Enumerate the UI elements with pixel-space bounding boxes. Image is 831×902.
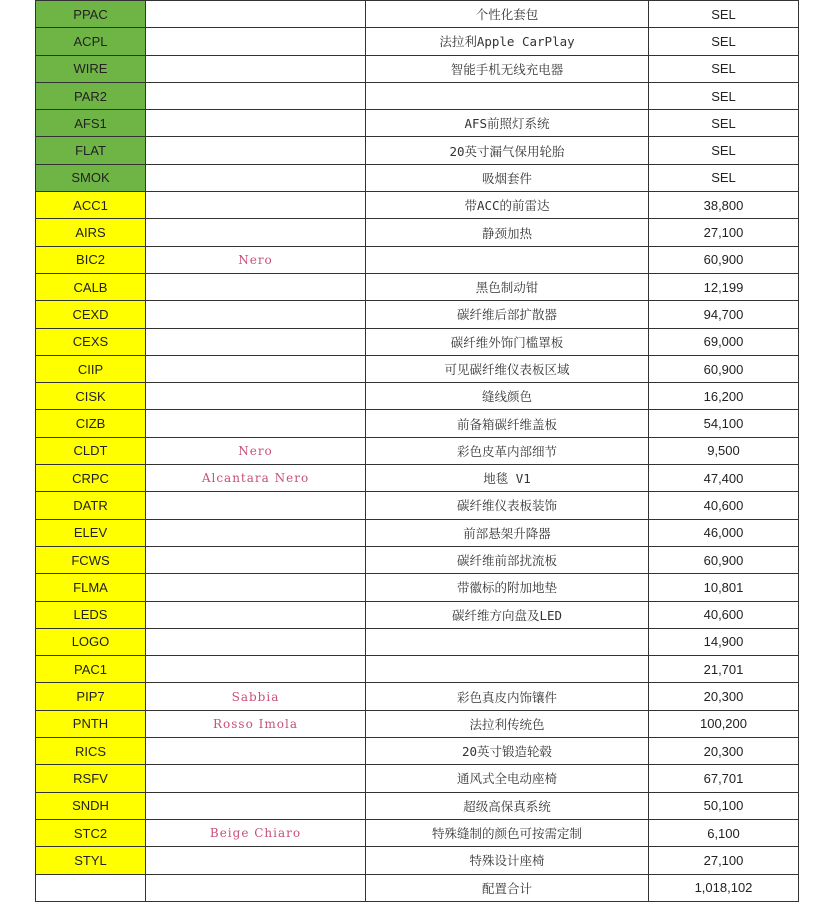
option-code: CALB <box>36 273 146 300</box>
option-price: 27,100 <box>649 219 799 246</box>
table-row <box>36 219 799 246</box>
option-code: FLAT <box>36 137 146 164</box>
option-code: STYL <box>36 847 146 874</box>
option-code: ACC1 <box>36 192 146 219</box>
table-row <box>36 492 799 519</box>
option-price: 6,100 <box>649 819 799 846</box>
table-row <box>36 383 799 410</box>
table-row <box>36 628 799 655</box>
option-code: LOGO <box>36 628 146 655</box>
option-description: 碳纤维仪表板装饰 <box>366 492 649 519</box>
table-row <box>36 601 799 628</box>
table-row <box>36 847 799 874</box>
color-name <box>146 601 366 628</box>
option-description: 碳纤维后部扩散器 <box>366 301 649 328</box>
option-code: CIIP <box>36 355 146 382</box>
option-description: 特殊缝制的颜色可按需定制 <box>366 819 649 846</box>
option-price: SEL <box>649 28 799 55</box>
option-price: 10,801 <box>649 574 799 601</box>
option-price: SEL <box>649 1 799 28</box>
color-name <box>146 574 366 601</box>
option-description: 缝线颜色 <box>366 383 649 410</box>
option-price: 60,900 <box>649 246 799 273</box>
table-row <box>36 164 799 191</box>
table-row <box>36 82 799 109</box>
option-code: CLDT <box>36 437 146 464</box>
color-name <box>146 110 366 137</box>
color-name <box>146 847 366 874</box>
option-description: 黑色制动钳 <box>366 273 649 300</box>
option-price: 69,000 <box>649 328 799 355</box>
color-name: Beige Chiaro <box>146 819 366 846</box>
table-row <box>36 792 799 819</box>
table-row <box>36 465 799 492</box>
option-code: ELEV <box>36 519 146 546</box>
option-description: 碳纤维前部扰流板 <box>366 546 649 573</box>
option-price: 14,900 <box>649 628 799 655</box>
option-price: 27,100 <box>649 847 799 874</box>
option-description: 个性化套包 <box>366 1 649 28</box>
color-name: Alcantara Nero <box>146 465 366 492</box>
table-row <box>36 55 799 82</box>
total-code-cell <box>36 874 146 901</box>
color-name <box>146 28 366 55</box>
option-description: 带ACC的前雷达 <box>366 192 649 219</box>
color-name <box>146 519 366 546</box>
option-description: 地毯 V1 <box>366 465 649 492</box>
option-price: 20,300 <box>649 683 799 710</box>
option-code: DATR <box>36 492 146 519</box>
option-price: SEL <box>649 137 799 164</box>
color-name <box>146 792 366 819</box>
table-row <box>36 738 799 765</box>
color-name <box>146 55 366 82</box>
total-label: 配置合计 <box>366 874 649 901</box>
color-name <box>146 410 366 437</box>
table-row <box>36 410 799 437</box>
option-code: PIP7 <box>36 683 146 710</box>
option-price: SEL <box>649 55 799 82</box>
option-price: 67,701 <box>649 765 799 792</box>
option-description: 智能手机无线充电器 <box>366 55 649 82</box>
option-description: 碳纤维方向盘及LED <box>366 601 649 628</box>
option-code: CEXD <box>36 301 146 328</box>
option-price: 50,100 <box>649 792 799 819</box>
option-code: RSFV <box>36 765 146 792</box>
option-description: 法拉利Apple CarPlay <box>366 28 649 55</box>
table-row <box>36 710 799 737</box>
table-row <box>36 574 799 601</box>
option-code: SMOK <box>36 164 146 191</box>
option-code: WIRE <box>36 55 146 82</box>
color-name <box>146 383 366 410</box>
color-name <box>146 137 366 164</box>
color-name <box>146 546 366 573</box>
options-price-table <box>35 0 799 902</box>
option-price: 38,800 <box>649 192 799 219</box>
table-row <box>36 1 799 28</box>
color-name <box>146 219 366 246</box>
option-description: 碳纤维外饰门槛罩板 <box>366 328 649 355</box>
color-name <box>146 192 366 219</box>
option-code: LEDS <box>36 601 146 628</box>
option-price: 40,600 <box>649 492 799 519</box>
total-row <box>36 874 799 901</box>
option-price: 94,700 <box>649 301 799 328</box>
option-description: 吸烟套件 <box>366 164 649 191</box>
color-name <box>146 738 366 765</box>
option-description <box>366 82 649 109</box>
table-row <box>36 28 799 55</box>
color-name <box>146 164 366 191</box>
table-row <box>36 110 799 137</box>
option-price: 54,100 <box>649 410 799 437</box>
option-price: SEL <box>649 164 799 191</box>
color-name <box>146 328 366 355</box>
option-description <box>366 656 649 683</box>
option-description <box>366 246 649 273</box>
option-price: 40,600 <box>649 601 799 628</box>
option-price: SEL <box>649 82 799 109</box>
option-code: PAC1 <box>36 656 146 683</box>
option-code: AFS1 <box>36 110 146 137</box>
option-description: 彩色真皮内饰镶件 <box>366 683 649 710</box>
option-code: CRPC <box>36 465 146 492</box>
table-row <box>36 301 799 328</box>
option-price: 20,300 <box>649 738 799 765</box>
option-code: STC2 <box>36 819 146 846</box>
option-code: FCWS <box>36 546 146 573</box>
option-code: ACPL <box>36 28 146 55</box>
table-row <box>36 273 799 300</box>
option-description: 彩色皮革内部细节 <box>366 437 649 464</box>
table-row <box>36 192 799 219</box>
option-code: RICS <box>36 738 146 765</box>
option-price: 21,701 <box>649 656 799 683</box>
option-description: AFS前照灯系统 <box>366 110 649 137</box>
table-row <box>36 546 799 573</box>
option-code: CIZB <box>36 410 146 437</box>
color-name <box>146 492 366 519</box>
color-name <box>146 355 366 382</box>
table-row <box>36 246 799 273</box>
option-description: 带徽标的附加地垫 <box>366 574 649 601</box>
table-row <box>36 355 799 382</box>
option-code: BIC2 <box>36 246 146 273</box>
option-description: 20英寸漏气保用轮胎 <box>366 137 649 164</box>
option-price: 47,400 <box>649 465 799 492</box>
table-row <box>36 328 799 355</box>
color-name: Nero <box>146 437 366 464</box>
table-row <box>36 137 799 164</box>
option-description: 静颈加热 <box>366 219 649 246</box>
option-description: 前备箱碳纤维盖板 <box>366 410 649 437</box>
color-name: Rosso Imola <box>146 710 366 737</box>
color-name: Sabbia <box>146 683 366 710</box>
option-price: 12,199 <box>649 273 799 300</box>
option-code: PNTH <box>36 710 146 737</box>
option-code: CEXS <box>36 328 146 355</box>
color-name <box>146 82 366 109</box>
table-row <box>36 519 799 546</box>
total-price: 1,018,102 <box>649 874 799 901</box>
option-price: 46,000 <box>649 519 799 546</box>
option-description: 前部悬架升降器 <box>366 519 649 546</box>
option-price: 16,200 <box>649 383 799 410</box>
option-description: 通风式全电动座椅 <box>366 765 649 792</box>
option-description: 法拉利传统色 <box>366 710 649 737</box>
option-price: 60,900 <box>649 355 799 382</box>
table-row <box>36 819 799 846</box>
option-description: 20英寸锻造轮毂 <box>366 738 649 765</box>
option-code: SNDH <box>36 792 146 819</box>
table-row <box>36 437 799 464</box>
color-name: Nero <box>146 246 366 273</box>
color-name <box>146 765 366 792</box>
option-code: FLMA <box>36 574 146 601</box>
option-code: PPAC <box>36 1 146 28</box>
option-code: PAR2 <box>36 82 146 109</box>
table-row <box>36 683 799 710</box>
color-name <box>146 656 366 683</box>
color-name <box>146 1 366 28</box>
color-name <box>146 628 366 655</box>
option-price: SEL <box>649 110 799 137</box>
table-row <box>36 656 799 683</box>
option-description: 可见碳纤维仪表板区域 <box>366 355 649 382</box>
option-price: 9,500 <box>649 437 799 464</box>
table-row <box>36 765 799 792</box>
option-description: 特殊设计座椅 <box>366 847 649 874</box>
option-description: 超级高保真系统 <box>366 792 649 819</box>
color-name <box>146 273 366 300</box>
option-description <box>366 628 649 655</box>
option-price: 60,900 <box>649 546 799 573</box>
color-name <box>146 301 366 328</box>
option-code: CISK <box>36 383 146 410</box>
total-color-cell <box>146 874 366 901</box>
option-code: AIRS <box>36 219 146 246</box>
option-price: 100,200 <box>649 710 799 737</box>
